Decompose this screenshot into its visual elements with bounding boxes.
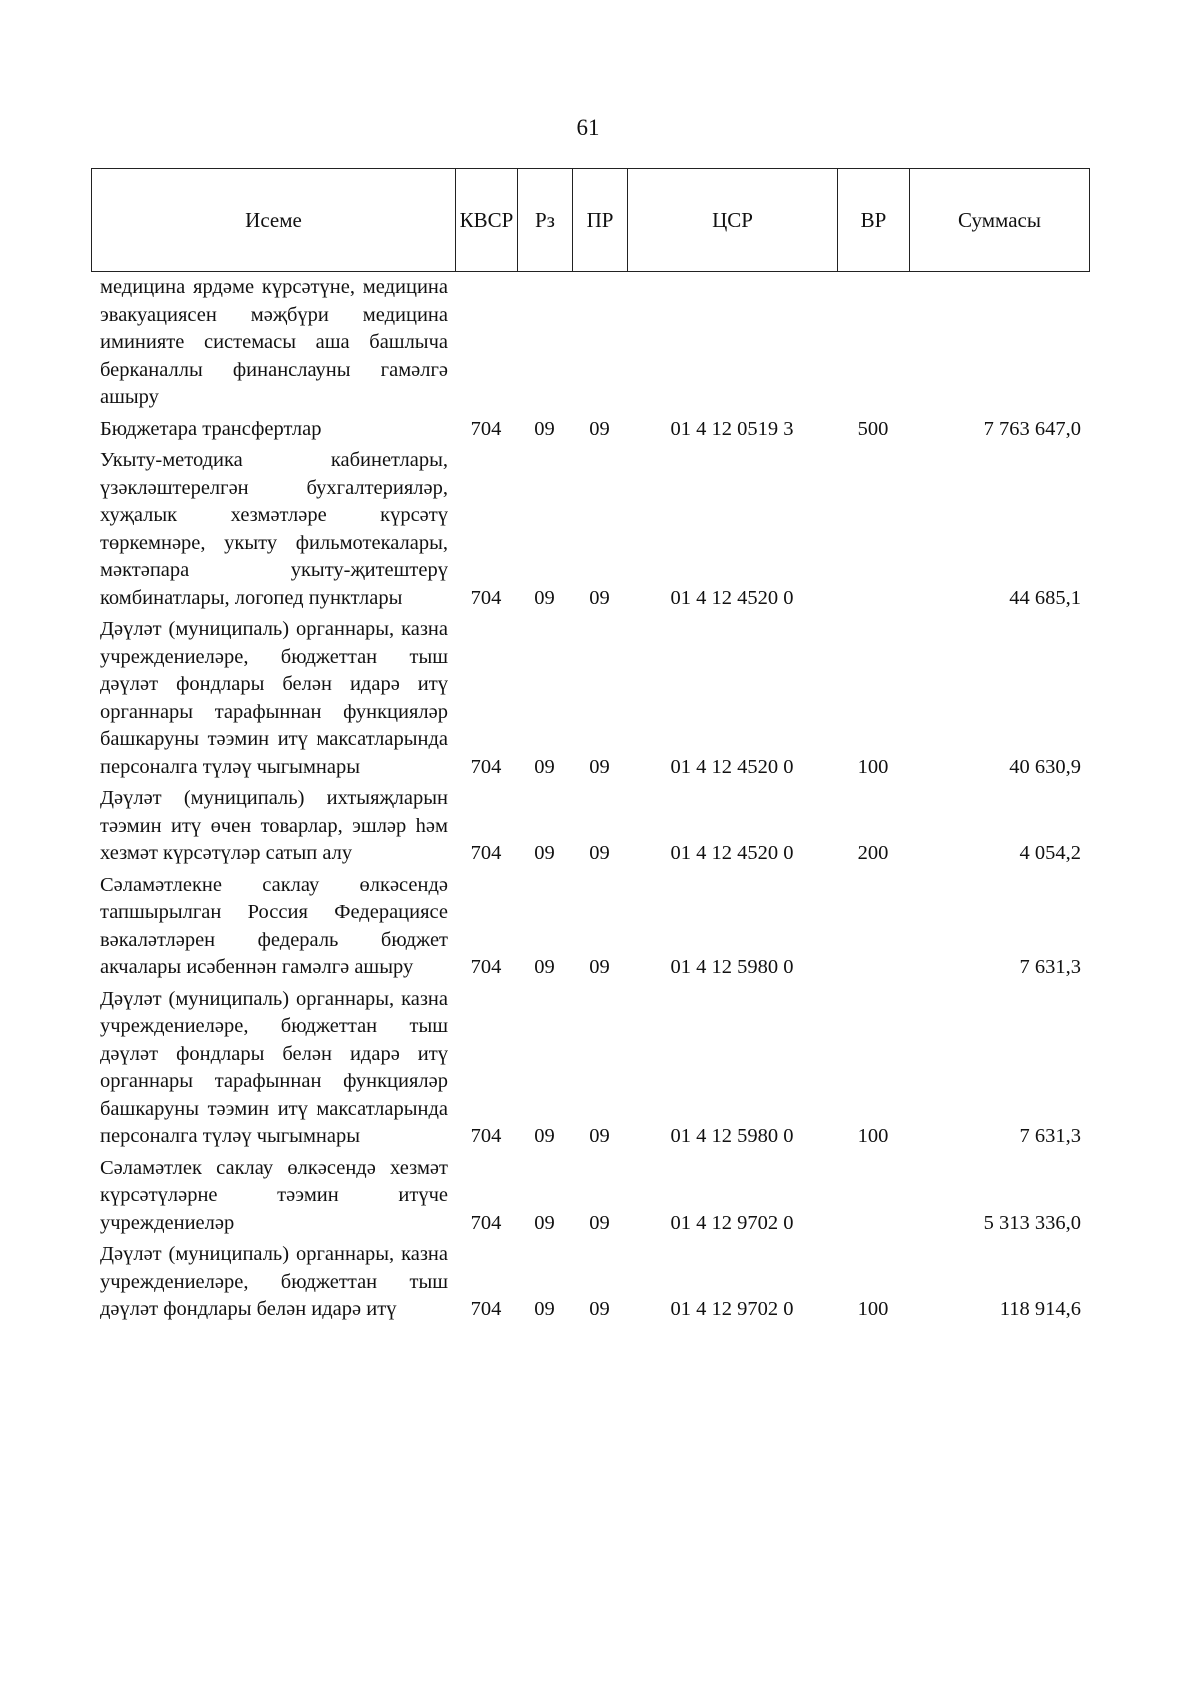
row-pr: 09: [589, 842, 610, 864]
row-kvsr: 704: [470, 1298, 502, 1320]
row-sum: 5 313 336,0: [983, 1211, 1081, 1234]
row-pr: 09: [589, 417, 610, 440]
row-pr: 09: [589, 755, 610, 778]
table-row: [91, 1155, 1089, 1238]
header-rz: Рз: [518, 169, 573, 272]
header-csr: ЦСР: [628, 169, 838, 272]
row-rz: 09: [534, 1125, 555, 1147]
row-name: Сәламәтлек саклау өлкәсендә хезмәт күрсәтүләрне тәэмин итүче учреждениеләр: [100, 1156, 448, 1234]
row-sum: 7 631,3: [1019, 1125, 1081, 1147]
row-kvsr: 704: [470, 417, 502, 440]
row-pr: 09: [589, 586, 610, 609]
row-name: медицина ярдәме күрсәтүне, медицина эвакуациясен мәҗбүри медицина иминияте системасы аша башлыча берканаллы финанслауны гамәлгә ашыру: [100, 276, 448, 408]
row-rz: 09: [534, 755, 555, 778]
table-row: [91, 416, 1089, 444]
row-rz: 09: [534, 1211, 555, 1234]
row-vr: 100: [857, 755, 889, 778]
row-sum: 7 763 647,0: [983, 417, 1081, 440]
header-kvsr: КВСР: [456, 169, 518, 272]
row-csr: 01 4 12 9702 0: [670, 1211, 794, 1234]
row-csr: 01 4 12 4520 0: [670, 842, 794, 864]
row-csr: 01 4 12 4520 0: [670, 586, 794, 609]
row-kvsr: 704: [470, 755, 502, 778]
row-name: Дәүләт (муниципаль) органнары, казна учреждениеләре, бюджеттан тыш дәүләт фондлары белән идарә итү: [100, 1243, 448, 1320]
row-pr: 09: [589, 956, 610, 978]
table-body: [91, 274, 1089, 1328]
row-pr: 09: [589, 1211, 610, 1234]
table-row: [91, 872, 1089, 982]
row-kvsr: 704: [470, 586, 502, 609]
header-vr: ВР: [838, 169, 910, 272]
row-name: Дәүләт (муниципаль) органнары, казна учреждениеләре, бюджеттан тыш дәүләт фондлары белән идарә итү органнары тарафыннан функцияләр башкаруны тәэмин итү максатларында персоналга түләү чыгымнары: [100, 618, 448, 778]
row-csr: 01 4 12 4520 0: [670, 755, 794, 778]
row-kvsr: 704: [470, 842, 502, 864]
row-pr: 09: [589, 1125, 610, 1147]
header-name: Исеме: [92, 169, 456, 272]
row-csr: 01 4 12 5980 0: [670, 956, 794, 978]
header-pr: ПР: [573, 169, 628, 272]
row-sum: 4 054,2: [1019, 842, 1081, 864]
row-sum: 118 914,6: [999, 1298, 1081, 1320]
table-row: [91, 447, 1089, 612]
row-pr: 09: [589, 1298, 610, 1320]
row-csr: 01 4 12 0519 3: [670, 417, 794, 440]
row-name: Дәүләт (муниципаль) ихтыяҗларын тәэмин итү өчен товарлар, эшләр һәм хезмәт күрсәтүләр сатып алу: [100, 787, 448, 864]
row-rz: 09: [534, 842, 555, 864]
page-number: 61: [576, 115, 600, 140]
row-name: Дәүләт (муниципаль) органнары, казна учреждениеләре, бюджеттан тыш дәүләт фондлары белән идарә итү органнары тарафыннан функцияләр башкаруны тәэмин итү максатларында персоналга түләү чыгымнары: [100, 987, 448, 1147]
row-sum: 44 685,1: [1009, 586, 1081, 609]
row-sum: 7 631,3: [1019, 956, 1081, 978]
row-csr: 01 4 12 9702 0: [670, 1298, 794, 1320]
row-vr: 100: [857, 1298, 889, 1320]
table-row: [91, 274, 1089, 412]
row-vr: 200: [857, 842, 889, 864]
table-row: [91, 616, 1089, 781]
row-name: Бюджетара трансфертлар: [100, 417, 322, 440]
header-sum: Суммасы: [910, 169, 1090, 272]
row-name: Сәламәтлекне саклау өлкәсендә тапшырылган Россия Федерациясе вәкаләтләрен федераль бюджет акчалары исәбеннән гамәлгә ашыру: [100, 873, 448, 978]
row-kvsr: 704: [470, 956, 502, 978]
row-vr: 500: [857, 417, 889, 440]
row-rz: 09: [534, 956, 555, 978]
row-rz: 09: [534, 586, 555, 609]
row-kvsr: 704: [470, 1211, 502, 1234]
table-row: [91, 785, 1089, 868]
row-sum: 40 630,9: [1009, 755, 1081, 778]
table-row: [91, 986, 1089, 1151]
row-name: Укыту-методика кабинетлары, үзәкләштерелгән бухгалтерияләр, хуҗалык хезмәтләре күрсәтү төркемнәре, укыту фильмотекалары, мәктәпара укыту-җитештерү комбинатлары, логопед пунктлары: [100, 449, 448, 609]
row-rz: 09: [534, 1298, 555, 1320]
table-row: [91, 1241, 1089, 1324]
row-kvsr: 704: [470, 1125, 502, 1147]
row-rz: 09: [534, 417, 555, 440]
table-header: [91, 168, 1090, 272]
row-csr: 01 4 12 5980 0: [670, 1125, 794, 1147]
row-vr: 100: [857, 1125, 889, 1147]
